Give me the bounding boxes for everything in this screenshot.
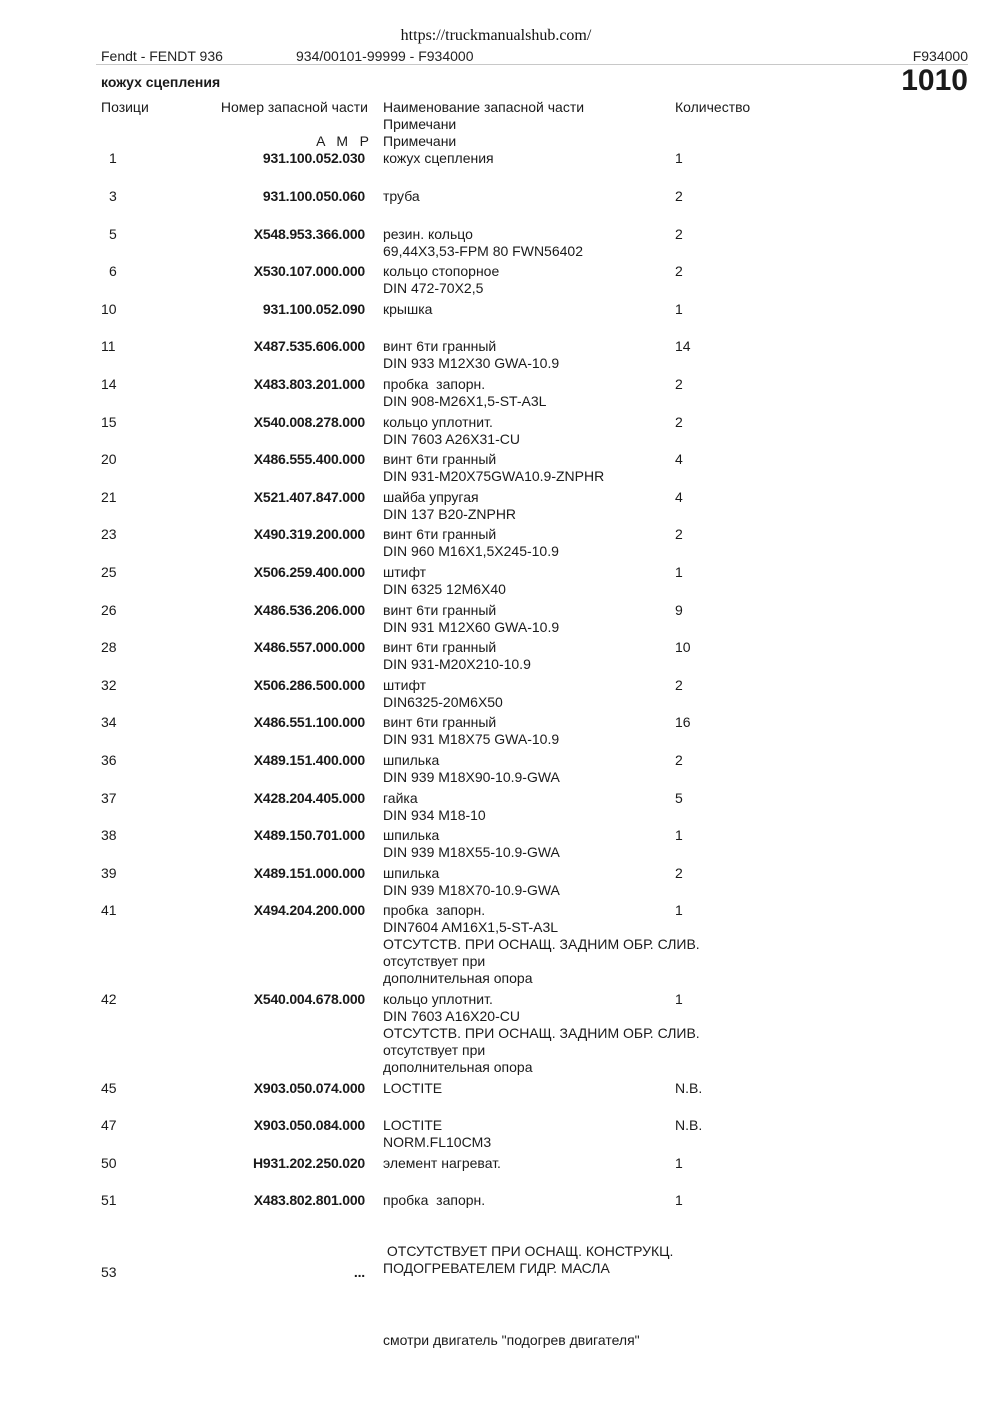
row-quantity: 2: [675, 263, 683, 279]
row-description-line: DIN7604 AM16X1,5-ST-A3L: [383, 919, 559, 935]
row-part-number: X489.151.400.000: [253, 752, 365, 768]
row-part-number: X903.050.084.000: [253, 1117, 365, 1133]
col-note-header: Примечани: [383, 116, 457, 132]
row-description-line: винт 6ти гранный: [383, 714, 497, 730]
row-part-number: 931.100.050.060: [262, 188, 365, 204]
row-quantity: 2: [675, 526, 683, 542]
row-description-line: кольцо стопорное: [383, 263, 500, 279]
row-part-number: X530.107.000.000: [253, 263, 365, 279]
row-description-line: винт 6ти гранный: [383, 451, 497, 467]
section-title: кожух сцепления: [101, 74, 221, 90]
row-description-line: кольцо уплотнит.: [383, 991, 493, 1007]
row-quantity: 14: [675, 338, 691, 354]
row-quantity: 1: [675, 564, 683, 580]
row-part-number: X506.286.500.000: [253, 677, 365, 693]
row-position: 41: [101, 902, 117, 918]
row-part-number: H931.202.250.020: [252, 1155, 365, 1171]
row-description-line: штифт: [383, 677, 427, 693]
row-quantity: 9: [675, 602, 683, 618]
row-description-line: винт 6ти гранный: [383, 639, 497, 655]
row-description-line: DIN 931-M20X210-10.9: [383, 656, 531, 672]
row-description-line: смотри двигатель "подогрев двигателя": [383, 1332, 640, 1348]
row-position: 34: [101, 714, 117, 730]
row-description-line: ПОДОГРЕВАТЕЛЕМ ГИДР. МАСЛА: [383, 1260, 610, 1276]
row-position: 6: [109, 263, 117, 279]
row-part-number: ...: [353, 1264, 365, 1280]
row-description-line: DIN 931 M12X60 GWA-10.9: [383, 619, 560, 635]
row-description-line: LOCTITE: [383, 1080, 443, 1096]
row-position: 32: [101, 677, 117, 693]
row-description-line: ОТСУТСТВ. ПРИ ОСНАЩ. ЗАДНИМ ОБР. СЛИВ.: [383, 936, 700, 952]
row-description-line: DIN 934 M18-10: [383, 807, 486, 823]
row-description-line: DIN6325-20M6X50: [383, 694, 503, 710]
row-description-line: DIN 960 M16X1,5X245-10.9: [383, 543, 559, 559]
row-position: 28: [101, 639, 117, 655]
row-part-number: 931.100.052.090: [262, 301, 365, 317]
row-position: 21: [101, 489, 117, 505]
col-note-header-2: Примечани: [383, 133, 457, 149]
row-description-line: пробка запорн.: [383, 1192, 486, 1208]
row-part-number: X483.803.201.000: [253, 376, 365, 392]
row-position: 10: [101, 301, 117, 317]
row-description-line: дополнительная опора: [383, 1059, 533, 1075]
row-part-number: X428.204.405.000: [253, 790, 365, 806]
row-quantity: 4: [675, 489, 683, 505]
row-description-line: труба: [383, 188, 420, 204]
row-part-number: X489.150.701.000: [253, 827, 365, 843]
row-position: 1: [109, 150, 117, 166]
row-description-line: винт 6ти гранный: [383, 602, 497, 618]
row-description-line: пробка запорн.: [383, 376, 486, 392]
row-description-line: крышка: [383, 301, 433, 317]
row-description-line: ОТСУТСТВУЕТ ПРИ ОСНАЩ. КОНСТРУКЦ.: [383, 1243, 674, 1259]
row-description-line: DIN 933 M12X30 GWA-10.9: [383, 355, 560, 371]
row-quantity: 2: [675, 752, 683, 768]
source-url[interactable]: https://truckmanualshub.com/: [400, 27, 592, 44]
row-position: 15: [101, 414, 117, 430]
row-part-number: X506.259.400.000: [253, 564, 365, 580]
header-divider: [96, 64, 968, 65]
row-description-line: винт 6ти гранный: [383, 338, 497, 354]
row-position: 11: [101, 338, 116, 354]
row-description-line: гайка: [383, 790, 418, 806]
row-position: 42: [101, 991, 117, 1007]
col-position-header: Позици: [101, 99, 149, 115]
row-position: 20: [101, 451, 117, 467]
row-description-line: винт 6ти гранный: [383, 526, 497, 542]
row-quantity: 4: [675, 451, 683, 467]
row-position: 36: [101, 752, 117, 768]
row-part-number: X487.535.606.000: [253, 338, 365, 354]
row-description-line: DIN 931 M18X75 GWA-10.9: [383, 731, 560, 747]
row-description-line: DIN 931-M20X75GWA10.9-ZNPHR: [383, 468, 605, 484]
row-description-line: NORM.FL10CM3: [383, 1134, 492, 1150]
row-part-number: X548.953.366.000: [253, 226, 365, 242]
col-amp-header: A M P: [316, 133, 369, 149]
row-description-line: шпилька: [383, 865, 440, 881]
row-quantity: 10: [675, 639, 691, 655]
row-position: 50: [101, 1155, 117, 1171]
row-part-number: X494.204.200.000: [253, 902, 365, 918]
row-position: 47: [101, 1117, 117, 1133]
row-part-number: X486.551.100.000: [253, 714, 365, 730]
row-description-line: отсутствует при: [383, 1042, 486, 1058]
row-description-line: DIN 472-70X2,5: [383, 280, 484, 296]
row-description-line: DIN 7603 A16X20-CU: [383, 1008, 520, 1024]
col-name-header: Наименование запасной части: [383, 99, 585, 115]
row-position: 3: [109, 188, 117, 204]
row-position: 53: [101, 1264, 117, 1280]
row-part-number: X903.050.074.000: [253, 1080, 365, 1096]
row-description-line: DIN 939 M18X90-10.9-GWA: [383, 769, 560, 785]
row-description-line: элемент нагреват.: [383, 1155, 501, 1171]
row-position: 25: [101, 564, 117, 580]
row-position: 39: [101, 865, 117, 881]
row-description-line: DIN 908-M26X1,5-ST-A3L: [383, 393, 547, 409]
header-doc-code: F934000: [912, 48, 968, 64]
row-description-line: пробка запорн.: [383, 902, 486, 918]
row-part-number: 931.100.052.030: [262, 150, 365, 166]
row-part-number: X483.802.801.000: [253, 1192, 365, 1208]
row-position: 23: [101, 526, 117, 542]
row-quantity: 5: [675, 790, 683, 806]
row-quantity: 1: [675, 827, 683, 843]
row-part-number: X489.151.000.000: [253, 865, 365, 881]
row-description-line: 69,44X3,53-FPM 80 FWN56402: [383, 243, 583, 259]
row-position: 14: [101, 376, 117, 392]
col-quantity-header: Количество: [675, 99, 751, 115]
row-quantity: 1: [675, 902, 683, 918]
row-description-line: ОТСУТСТВ. ПРИ ОСНАЩ. ЗАДНИМ ОБР. СЛИВ.: [383, 1025, 700, 1041]
row-quantity: 1: [675, 1155, 683, 1171]
row-description-line: DIN 939 M18X70-10.9-GWA: [383, 882, 560, 898]
row-position: 5: [109, 226, 117, 242]
row-position: 38: [101, 827, 117, 843]
row-description-line: LOCTITE: [383, 1117, 443, 1133]
row-part-number: X486.555.400.000: [253, 451, 365, 467]
header-serial-range: 934/00101-99999 - F934000: [296, 48, 474, 64]
row-description-line: шайба упругая: [383, 489, 479, 505]
row-description-line: кожух сцепления: [383, 150, 494, 166]
row-quantity: 2: [675, 414, 683, 430]
row-quantity: 1: [675, 1192, 683, 1208]
row-quantity: 1: [675, 991, 683, 1007]
row-description-line: шпилька: [383, 827, 440, 843]
row-description-line: отсутствует при: [383, 953, 486, 969]
row-description-line: резин. кольцо: [383, 226, 473, 242]
row-part-number: X490.319.200.000: [253, 526, 365, 542]
row-quantity: 1: [675, 150, 683, 166]
row-quantity: 2: [675, 188, 683, 204]
row-quantity: 1: [675, 301, 683, 317]
row-quantity: 2: [675, 226, 683, 242]
row-position: 45: [101, 1080, 117, 1096]
row-description-line: DIN 6325 12M6X40: [383, 581, 506, 597]
row-quantity: 2: [675, 865, 683, 881]
row-description-line: DIN 939 M18X55-10.9-GWA: [383, 844, 560, 860]
row-description-line: дополнительная опора: [383, 970, 533, 986]
row-position: 37: [101, 790, 117, 806]
header-model: Fendt - FENDT 936: [101, 48, 223, 64]
row-quantity: N.B.: [675, 1117, 703, 1133]
row-part-number: X540.008.278.000: [253, 414, 365, 430]
row-position: 26: [101, 602, 117, 618]
row-quantity: 2: [675, 677, 683, 693]
page-number: 1010: [901, 64, 968, 97]
row-description-line: шпилька: [383, 752, 440, 768]
row-description-line: DIN 7603 A26X31-CU: [383, 431, 520, 447]
row-part-number: X486.557.000.000: [253, 639, 365, 655]
row-quantity: 16: [675, 714, 691, 730]
row-part-number: X540.004.678.000: [253, 991, 365, 1007]
col-part-number-header: Номер запасной части: [220, 99, 368, 115]
row-quantity: N.B.: [675, 1080, 703, 1096]
row-description-line: кольцо уплотнит.: [383, 414, 493, 430]
row-quantity: 2: [675, 376, 683, 392]
row-part-number: X521.407.847.000: [253, 489, 365, 505]
row-part-number: X486.536.206.000: [253, 602, 365, 618]
row-position: 51: [101, 1192, 117, 1208]
row-description-line: штифт: [383, 564, 427, 580]
row-description-line: DIN 137 B20-ZNPHR: [383, 506, 517, 522]
